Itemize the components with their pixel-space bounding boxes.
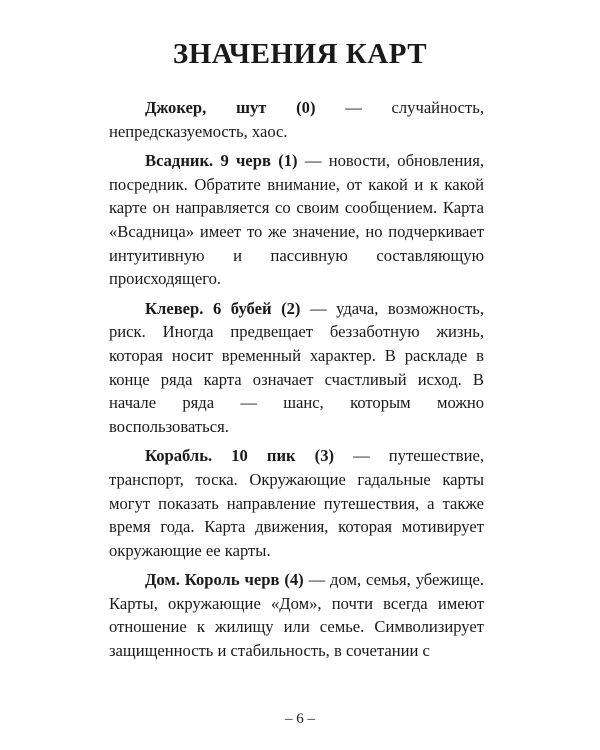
entry-description: — новости, обновления, посредник. Обратите внимание, от какой и к какой карте он направляется со своим сообщением. Карта «Всадница» имеет то же значение, но подчеркивает интуитивную и пассивную составляющую происходящего. — [109, 151, 484, 289]
entry-description: — удача, возможность, риск. Иногда предвещает беззаботную жизнь, которая носит временный характер. В раскладе в конце ряда карта означает счастливый исход. В начале ряда — шанс, которым можно воспользоваться. — [109, 298, 484, 436]
entry-description: — дом, семья, убежище. Карты, окружающие «Дом», почти всегда имеют отношение к жилищу или семье. Символизирует защищенность и стабильность, в сочетании с — [109, 570, 484, 661]
entry-rider — [109, 149, 484, 291]
entry-description: — путешествие, транспорт, тоска. Окружающие гадальные карты могут показать направление путешествия, а также время года. Карта движения, которая мотивирует окружающие ее карты. — [109, 446, 484, 560]
page-number: – 6 – — [285, 711, 315, 727]
entry-description: — случайность, непредсказуемость, хаос. — [109, 98, 484, 141]
page-title: ЗНАЧЕНИЯ КАРТ — [172, 38, 428, 70]
entry-house — [109, 568, 484, 662]
entry-term: Всадник. 9 черв (1) — [145, 151, 298, 171]
entry-term: Дом. Король черв (4) — [145, 570, 304, 590]
entry-term: Клевер. 6 бубей (2) — [145, 298, 301, 318]
entry-term: Джокер, шут (0) — [145, 98, 316, 117]
entry-ship — [109, 444, 484, 562]
card-meanings-text — [109, 96, 484, 669]
entry-term: Корабль. 10 пик (3) — [145, 446, 335, 466]
entry-clover — [109, 297, 484, 439]
entry-joker — [109, 96, 484, 143]
